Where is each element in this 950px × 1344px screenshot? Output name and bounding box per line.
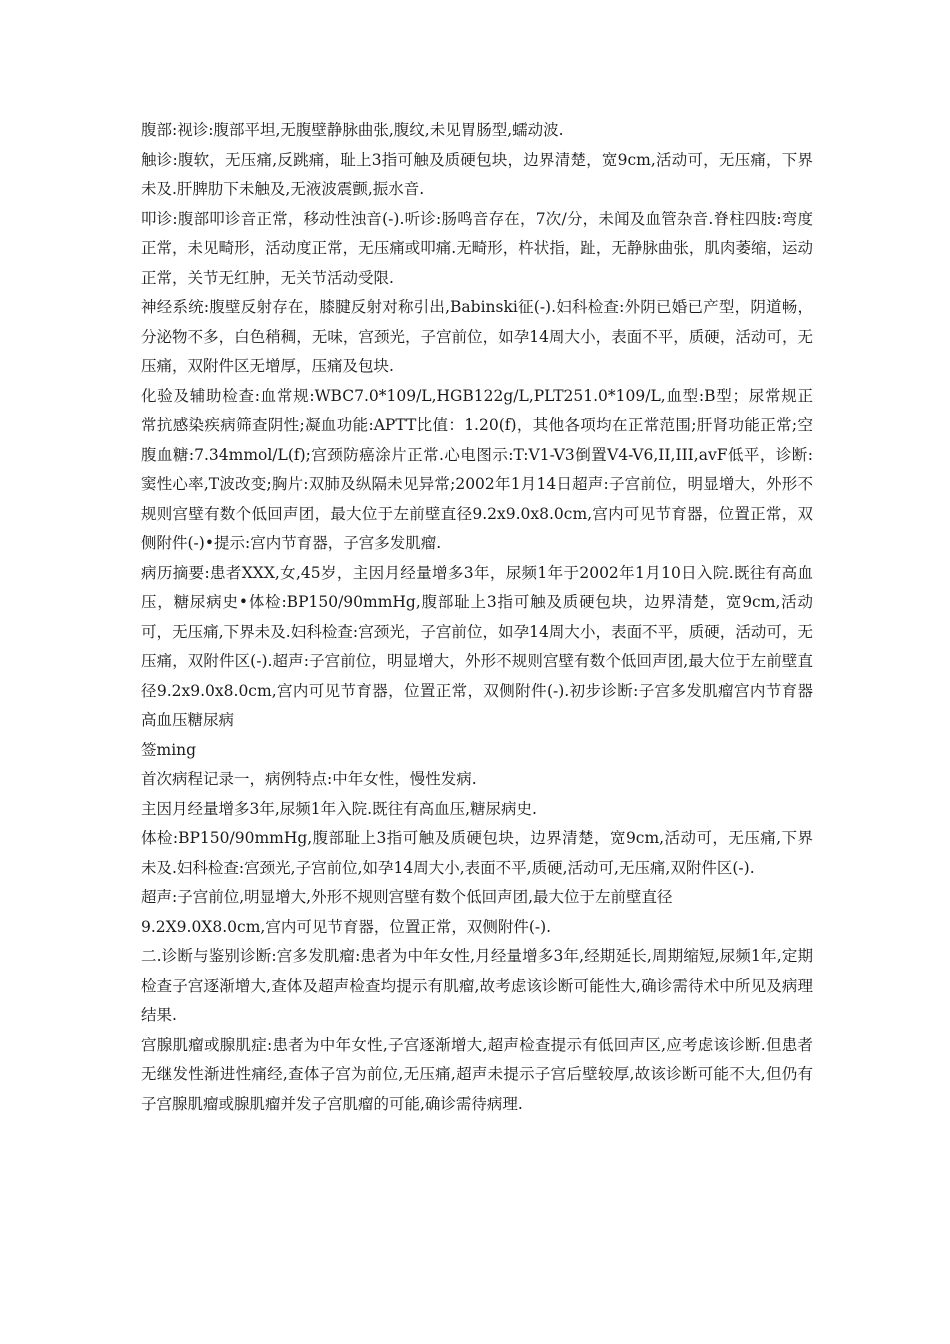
paragraph-palpation: 触诊:腹软，无压痛,反跳痛，耻上3指可触及质硬包块，边界清楚，宽9cm,活动可，无压痛，下界未及.肝脾肋下未触及,无液波震颤,振水音. xyxy=(141,150,813,198)
paragraph-physical-exam: 体检:BP150/90mmHg,腹部耻上3指可触及质硬包块，边界清楚，宽9cm,活动可，无压痛,下界未及.妇科检查:宫颈光,子宫前位,如孕14周大小,表面不平,质硬,活动可,无压痛,双附件区(-). xyxy=(141,829,813,877)
paragraph-abdomen-inspection: 腹部:视诊:腹部平坦,无腹壁静脉曲张,腹纹,未见胃肠型,蠕动波. xyxy=(141,121,564,139)
paragraph-chief-complaint: 主因月经量增多3年,尿频1年入院.既往有高血压,糖尿病史. xyxy=(141,799,537,818)
paragraph-nervous-system: 神经系统:腹壁反射存在，膝腱反射对称引出,Babinski征(-).妇科检查:外阴已婚已产型，阴道畅，分泌物不多，白色稍稠，无味，宫颈光，子宫前位，如孕14周大小，表面不平，质硬，活动可，无压痛，双附件区无增厚，压痛及包块. xyxy=(141,298,813,375)
paragraph-ultrasound: 超声:子宫前位,明显增大,外形不规则宫壁有数个低回声团,最大位于左前壁直径 xyxy=(141,888,673,906)
paragraph-ultrasound-size: 9.2X9.0X8.0cm,宫内可见节育器，位置正常，双侧附件(-). xyxy=(141,917,552,936)
paragraph-differential: 宫腺肌瘤或腺肌症:患者为中年女性,子宫逐渐增大,超声检查提示有低回声区,应考虑该诊断.但患者无继发性渐进性痛经,查体子宫为前位,无压痛,超声未提示子宫后壁较厚,故该诊断可能不大,但仍有子宫腺肌瘤或腺肌瘤并发子宫肌瘤的可能,确诊需待病理. xyxy=(141,1035,813,1113)
paragraph-first-record: 首次病程记录一，病例特点:中年女性，慢性发病. xyxy=(141,770,477,788)
paragraph-lab-tests: 化验及辅助检查:血常规:WBC7.0*109/L,HGB122g/L,PLT251.0*109/L,血型:B型；尿常规正常抗感染疾病筛查阴性;凝血功能:APTT比值：1.20(f)，其他各项均在正常范围;肝肾功能正常;空腹血糖:7.34mmol/L(f);宫颈防癌涂片正常.心电图示:T:V1-V3倒置V4-V6,II,III,avF低平，诊断:窦性心率,T波改变;胸片:双肺及纵隔未见异常;2002年1月14日超声:子宫前位，明显增大，外形不规则宫壁有数个低回声团，最大位于左前壁直径9.2x9.0x8.0cm,宫内可见节育器，位置正常，双侧附件(-)•提示:宫内节育器，子宫多发肌瘤. xyxy=(141,386,813,552)
document-body xyxy=(141,116,813,1119)
paragraph-percussion: 叩诊:腹部叩诊音正常，移动性浊音(-).听诊:肠鸣音存在，7次/分，未闻及血管杂音.脊柱四肢:弯度正常，未见畸形，活动度正常，无压痛或叩痛.无畸形，杵状指，趾，无静脉曲张，肌肉萎缩，运动正常，关节无红肿，无关节活动受限. xyxy=(141,209,813,287)
signature-line: 签ming xyxy=(141,740,197,759)
paragraph-diagnosis: 二.诊断与鉴别诊断:宫多发肌瘤:患者为中年女性,月经量增多3年,经期延长,周期缩短,尿频1年,定期检查子宫逐渐增大,查体及超声检查均提示有肌瘤,故考虑该诊断可能性大,确诊需待术中所见及病理结果. xyxy=(141,947,813,1024)
paragraph-history-summary: 病历摘要:患者XXX,女,45岁，主因月经量增多3年，尿频1年于2002年1月10日入院.既往有高血压，糖尿病史•体检:BP150/90mmHg,腹部耻上3指可触及质硬包块，边界清楚，宽9cm,活动可，无压痛,下界未及.妇科检查:宫颈光，子宫前位，如孕14周大小，表面不平，质硬，活动可，无压痛，双附件区(-).超声:子宫前位，明显增大，外形不规则宫壁有数个低回声团,最大位于左前壁直径9.2x9.0x8.0cm,宫内可见节育器，位置正常，双侧附件(-).初步诊断:子宫多发肌瘤宫内节育器高血压糖尿病 xyxy=(141,563,813,729)
